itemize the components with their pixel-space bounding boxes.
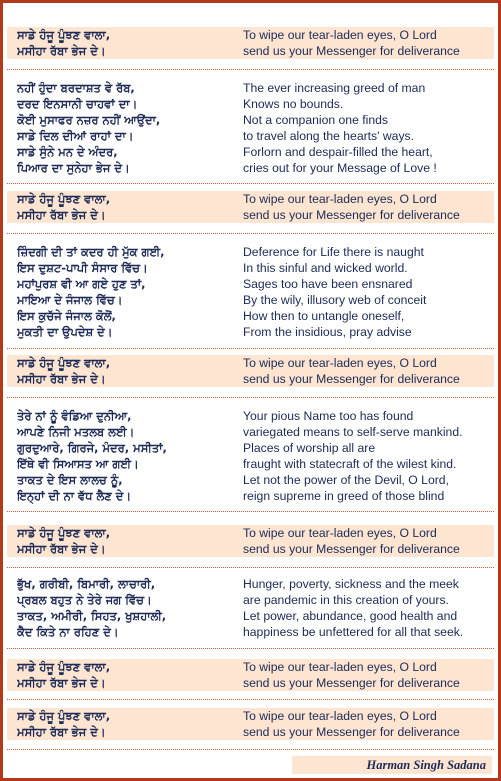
english-line: In this sinful and wicked world. [243, 261, 408, 275]
english-line: send us your Messenger for deliverance [243, 676, 460, 690]
author-signature: Harman Singh Sadana [292, 756, 492, 774]
english-line: To wipe our tear-laden eyes, O Lord [243, 192, 437, 206]
punjabi-line: ਦਰਦ ਇਨਸਾਨੀ ਚਾਹਵਾਂ ਦਾ। [17, 97, 138, 111]
english-line: reign supreme in greed of those blind [243, 489, 445, 503]
separator [7, 567, 494, 568]
punjabi-line: ਨਹੀਂ ਹੁੰਦਾ ਬਰਦਾਸ਼ਤ ਵੇ ਰੱਬ, [17, 81, 135, 95]
english-column [243, 355, 494, 387]
punjabi-line: ਭੁੱਖ, ਗਰੀਬੀ, ਬਿਮਾਰੀ, ਲਾਚਾਰੀ, [17, 577, 156, 591]
english-line: To wipe our tear-laden eyes, O Lord [243, 28, 437, 42]
punjabi-line: ਜ਼ਿੰਦਗੀ ਦੀ ਤਾਂ ਕਦਰ ਹੀ ਮੁੱਕ ਗਈ, [17, 245, 165, 259]
refrain-block [7, 191, 494, 223]
english-line: send us your Messenger for deliverance [243, 725, 460, 739]
separator [7, 397, 494, 398]
english-column [243, 659, 494, 691]
separator [7, 699, 494, 700]
refrain-block [7, 525, 494, 557]
english-column [243, 244, 494, 340]
english-column [243, 80, 494, 176]
punjabi-line: ਇਨ੍ਹਾਂ ਦੀ ਨਾ ਵੱਧ ਲੈਣ ਦੇ। [17, 489, 132, 503]
english-line: Your pious Name too has found [243, 409, 414, 423]
english-line: variegated means to self-serve mankind. [243, 425, 463, 439]
english-line: to travel along the hearts' ways. [243, 129, 415, 143]
english-line: To wipe our tear-laden eyes, O Lord [243, 526, 437, 540]
english-column [243, 27, 494, 59]
punjabi-column [7, 525, 243, 557]
verse-block [7, 408, 494, 504]
english-line: send us your Messenger for deliverance [243, 372, 460, 386]
punjabi-column [7, 27, 243, 59]
punjabi-line: ਕੋਈ ਮੁਸਾਫਰ ਨਜ਼ਰ ਨਹੀਂ ਆਉਂਦਾ, [17, 113, 161, 127]
punjabi-line: ਤਾਕਤ ਦੇ ਇਸ ਲਾਲਚ ਨੂੰ, [17, 473, 123, 487]
english-line: send us your Messenger for deliverance [243, 44, 460, 58]
english-line: Deference for Life there is naught [243, 245, 424, 259]
verse-block [7, 576, 494, 640]
english-line: How then to untangle oneself, [243, 309, 405, 323]
punjabi-line: ਮੁਕਤੀ ਦਾ ਉਪਦੇਸ਼ ਦੇ। [17, 325, 113, 339]
punjabi-column [7, 80, 243, 176]
refrain-block [7, 659, 494, 691]
english-line: The ever increasing greed of man [243, 81, 426, 95]
english-line: Places of worship all are [243, 441, 376, 455]
punjabi-line: ਸਾਡੇ ਹੰਜੂ ਪੂੰਝਣ ਵਾਲਾ, [17, 526, 111, 540]
separator [7, 348, 494, 349]
separator [7, 183, 494, 184]
english-line: Forlorn and despair-filled the heart, [243, 145, 433, 159]
verse-block [7, 244, 494, 340]
english-column [243, 576, 494, 640]
english-line: send us your Messenger for deliverance [243, 542, 460, 556]
english-line: happiness be unfettered for all that seek. [243, 625, 464, 639]
punjabi-line: ਮਸੀਹਾ ਰੱਬਾ ਭੇਜ ਦੇ। [17, 208, 106, 222]
english-line: Not a companion one finds [243, 113, 388, 127]
punjabi-column [7, 576, 243, 640]
english-line: Knows no bounds. [243, 97, 344, 111]
punjabi-column [7, 355, 243, 387]
punjabi-line: ਤਾਕਤ, ਅਮੀਰੀ, ਸਿਹਤ, ਖੁਸ਼ਹਾਲੀ, [17, 609, 167, 623]
english-line: are pandemic in this creation of yours. [243, 593, 449, 607]
punjabi-line: ਸਾਡੇ ਸੁੰਨੇ ਮਨ ਦੇ ਅੰਦਰ, [17, 145, 118, 159]
punjabi-line: ਸਾਡੇ ਹੰਜੂ ਪੂੰਝਣ ਵਾਲਾ, [17, 192, 111, 206]
punjabi-line: ਇਸ ਕੁਚੱਜੇ ਜੰਜਾਲ ਕੋਲੋਂ, [17, 309, 116, 323]
punjabi-line: ਸਾਡੇ ਹੰਜੂ ਪੂੰਝਣ ਵਾਲਾ, [17, 709, 111, 723]
punjabi-column [7, 659, 243, 691]
verse-block [7, 80, 494, 176]
english-line: Let not the power of the Devil, O Lord, [243, 473, 449, 487]
punjabi-line: ਮਸੀਹਾ ਰੱਬਾ ਭੇਜ ਦੇ। [17, 725, 106, 739]
refrain-block [7, 27, 494, 59]
punjabi-line: ਮਸੀਹਾ ਰੱਬਾ ਭੇਜ ਦੇ। [17, 676, 106, 690]
punjabi-column [7, 191, 243, 223]
english-line: cries out for your Message of Love ! [243, 161, 437, 175]
english-line: Hunger, poverty, sickness and the meek [243, 577, 459, 591]
punjabi-line: ਮਸੀਹਾ ਰੱਬਾ ਭੇਜ ਦੇ। [17, 542, 106, 556]
english-line: To wipe our tear-laden eyes, O Lord [243, 660, 437, 674]
punjabi-line: ਸਾਡੇ ਦਿਲ ਦੀਆਂ ਰਾਹਾਂ ਦਾ। [17, 129, 134, 143]
punjabi-line: ਪ੍ਰਬਲ ਬਹੁਤ ਨੇ ਤੇਰੇ ਜਗ ਵਿੱਚ। [17, 593, 152, 607]
punjabi-line: ਸਾਡੇ ਹੰਜੂ ਪੂੰਝਣ ਵਾਲਾ, [17, 356, 111, 370]
punjabi-line: ਕੈਦ ਕਿਤੇ ਨਾ ਰਹਿਣ ਦੇ। [17, 625, 119, 639]
punjabi-line: ਪਿਆਰ ਦਾ ਸੁਨੇਹਾ ਭੇਜ ਦੇ। [17, 161, 130, 175]
punjabi-line: ਮਸੀਹਾ ਰੱਬਾ ਭੇਜ ਦੇ। [17, 372, 106, 386]
punjabi-line: ਆਪਣੇ ਨਿਜੀ ਮਤਲਬ ਲਈ। [17, 425, 135, 439]
punjabi-line: ਗੁਰਦੁਆਰੇ, ਗਿਰਜੇ, ਮੰਦਰ, ਮਸੀਤਾਂ, [17, 441, 167, 455]
separator [7, 749, 494, 750]
english-line: Sages too have been ensnared [243, 277, 413, 291]
punjabi-column [7, 708, 243, 740]
separator [7, 69, 494, 70]
separator [7, 511, 494, 512]
english-line: To wipe our tear-laden eyes, O Lord [243, 356, 437, 370]
english-line: From the insidious, pray advise [243, 325, 412, 339]
punjabi-line: ਇੱਥੇ ਵੀ ਸਿਆਸਤ ਆ ਗਈ। [17, 457, 139, 471]
english-line: To wipe our tear-laden eyes, O Lord [243, 709, 437, 723]
refrain-block [7, 355, 494, 387]
english-line: Let power, abundance, good health and [243, 609, 458, 623]
english-column [243, 408, 494, 504]
english-column [243, 708, 494, 740]
english-column [243, 191, 494, 223]
punjabi-column [7, 244, 243, 340]
refrain-block [7, 708, 494, 740]
punjabi-column [7, 408, 243, 504]
punjabi-line: ਮਸੀਹਾ ਰੱਬਾ ਭੇਜ ਦੇ। [17, 44, 106, 58]
english-line: By the wily, illusory web of conceit [243, 293, 427, 307]
separator [7, 233, 494, 234]
punjabi-line: ਸਾਡੇ ਹੰਜੂ ਪੂੰਝਣ ਵਾਲਾ, [17, 660, 111, 674]
punjabi-line: ਤੇਰੇ ਨਾਂ ਨੂੰ ਵੰਡਿਆ ਦੁਨੀਆ, [17, 409, 132, 423]
punjabi-line: ਸਾਡੇ ਹੰਜੂ ਪੂੰਝਣ ਵਾਲਾ, [17, 28, 111, 42]
separator [7, 648, 494, 649]
english-line: send us your Messenger for deliverance [243, 208, 460, 222]
punjabi-line: ਮਾਇਆ ਦੇ ਜੰਜਾਲ ਵਿੱਚ। [17, 293, 123, 307]
punjabi-line: ਇਸ ਦੁਸ਼ਟ-ਪਾਪੀ ਸੰਸਾਰ ਵਿੱਚ। [17, 261, 148, 275]
english-column [243, 525, 494, 557]
punjabi-line: ਮਹਾਂਪੁਰਸ਼ ਵੀ ਆ ਗਏ ਹੁਣ ਤਾਂ, [17, 277, 146, 291]
english-line: fraught with statecraft of the wilest kind. [243, 457, 457, 471]
